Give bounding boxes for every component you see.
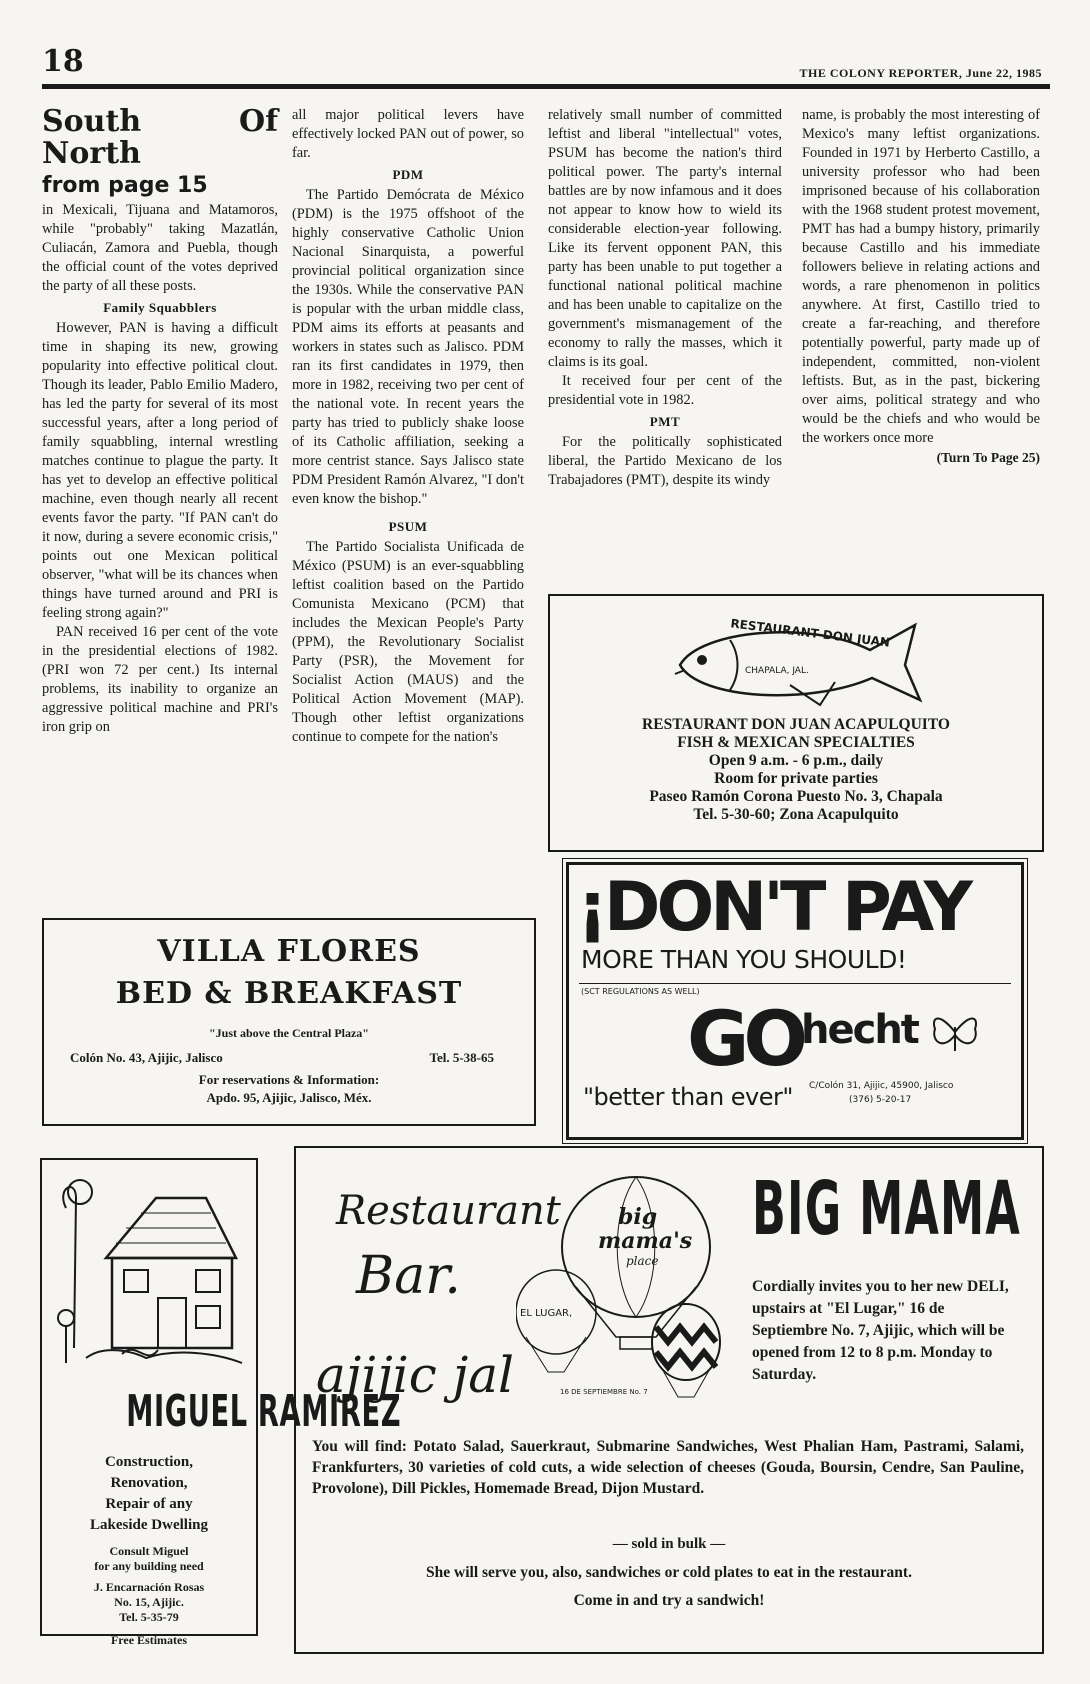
miguel-l4: Lakeside Dwelling <box>90 1517 208 1533</box>
villa-tel: Tel. 5-38-65 <box>429 1050 494 1065</box>
ad-villa-flores <box>42 918 536 1126</box>
hecht-slogan: "better than ever" <box>583 1083 793 1111</box>
headline: South Of North <box>42 104 278 171</box>
script-bar: Bar. <box>356 1246 461 1306</box>
miguel-l6: for any building need <box>94 1559 204 1573</box>
villa-title2: BED & BREAKFAST <box>115 976 463 1011</box>
continued-from: from page 15 <box>42 173 208 198</box>
article-column-2 <box>292 106 524 747</box>
butterfly-icon <box>929 1007 981 1057</box>
fish-logo-sub: CHAPALA, JAL. <box>745 666 809 676</box>
don-juan-line3: Open 9 a.m. - 6 p.m., daily <box>708 752 884 769</box>
villa-info1: For reservations & Information: <box>198 1072 380 1087</box>
script-ajijic: ajijic jal <box>316 1346 514 1404</box>
subhead-pdm: PDM <box>392 167 424 182</box>
don-juan-line4: Room for private parties <box>714 770 878 787</box>
miguel-l5: Consult Miguel <box>109 1544 189 1558</box>
script-restaurant: Restaurant <box>336 1188 561 1234</box>
fish-logo-text: RESTAURANT DON JUAN <box>729 616 891 650</box>
balloon-place: place <box>626 1254 659 1268</box>
big-mama-serve: She will serve you, also, sandwiches or cold plates to eat in the restaurant. <box>426 1564 912 1581</box>
article-column-3 <box>548 106 782 490</box>
subhead-family: Family Squabblers <box>103 300 217 315</box>
big-mama-come: Come in and try a sandwich! <box>573 1592 765 1609</box>
hecht-addr1: C/Colón 31, Ajijic, 45900, Jalisco <box>809 1081 954 1091</box>
turn-to-page: (Turn To Page 25) <box>936 450 1040 465</box>
paragraph: PAN received 16 per cent of the vote in the presidential elections of 1982. (PRI won 72 per cent.) Its internal problems, its inability to organize an aggressive political machine and PRI's iron grip on <box>42 624 278 735</box>
ad-hecht <box>566 862 1024 1140</box>
don-juan-line5: Paseo Ramón Corona Puesto No. 3, Chapala <box>649 788 943 805</box>
miguel-l7: J. Encarnación Rosas <box>93 1580 205 1594</box>
big-mama-title: BIG MAMA <box>752 1166 1021 1252</box>
paper-masthead: THE COLONY REPORTER, June 22, 1985 <box>799 66 1042 80</box>
page-number: 18 <box>42 44 84 79</box>
miguel-name: MIGUEL RAMIREZ <box>126 1386 402 1437</box>
paragraph: name, is probably the most interesting of Mexico's many leftist organizations. Founded in 1971 by Herberto Castillo, a university professor who had been imprisoned because of his collaboration with the 1968 student protest movement, PMT has had a bumpy history, primarily because Castillo and his immediate followers believe in relating actions and words, a rare phenomenon in politics anywhere. At first, Castillo tried to create a far-reaching, and therefore potentially powerful, party made up of independent, committed, non-violent leftists. But, as in the past, bickering over aims, political strategy and who would be the chiefs and who would be the workers once more <box>802 107 1040 446</box>
big-mama-title-wrap <box>752 1166 1022 1252</box>
subhead-psum: PSUM <box>388 519 428 534</box>
ad-restaurant-don-juan <box>548 594 1044 852</box>
paragraph: The Partido Demócrata de México (PDM) is the 1975 offshoot of the highly conservative Catholic Union Nacional Sinarquista, a powerful provincial political organization since the 1930s. While the conservative PAN is popular with the urban middle class, PDM aims its efforts at peasants and workers in states such as Jalisco. PDM ran its first candidates in 1979, then more in 1982, receiving two per cent of the national vote. In recent years the party has tried to publicly shake loose of its Catholic affiliation, seeking a more centrist stance. Says Jalisco state PDM President Ramón Alvarez, "I don't even know the bishop." <box>292 187 524 507</box>
hecht-divider <box>579 983 1011 984</box>
paragraph: However, PAN is having a difficult time in shaping its new, growing popularity into effective political clout. Though its leader, Pablo Emilio Madero, has led the party for several of its most successful years, after a long period of family squabbling, internal wrestling matches continue to plague the party. It has yet to develop an effective political machine, even though nearly all recent events favor the party. "If PAN can't do it now, during a severe economic crisis," points out one Mexican political observer, "what will be its chances when things have turned around and PRI is feeling strong again?" <box>42 320 278 621</box>
article-column-4 <box>802 106 1040 467</box>
paragraph: The Partido Socialista Unificada de México (PSUM) is an ever-squabbling leftist coalition based on the Partido Comunista Mexicano (PCM) that includes the Mexican People's Party (PPM), the Revolutionary Socialist Party (PSR), the Movement for Socialist Action (MAUS) and the Political Action Movement (MAP). Though other leftist organizations continue to compete for the nation's <box>292 539 524 745</box>
villa-tagline: "Just above the Central Plaza" <box>209 1026 369 1040</box>
don-juan-line6: Tel. 5-30-60; Zona Acapulquito <box>693 806 899 823</box>
balloon-el-lugar: EL LUGAR, <box>520 1308 573 1319</box>
article-column-1 <box>42 106 278 737</box>
balloon-mamas: mama's <box>598 1228 693 1254</box>
house-illustration-icon <box>46 1168 252 1388</box>
miguel-l10: Free Estimates <box>110 1633 188 1647</box>
big-mama-invite: Cordially invites you to her new DELI, upstairs at "El Lugar," 16 de Septiembre No. 7, Ajijic, which will be opened from 12 to 8 p.m. Monday to Saturday. <box>752 1278 1009 1383</box>
paragraph: It received four per cent of the presidential vote in 1982. <box>548 373 782 408</box>
hecht-sub: MORE THAN YOU SHOULD! <box>581 945 907 974</box>
villa-address: Colón No. 43, Ajijic, Jalisco <box>70 1050 223 1065</box>
hecht-small: (SCT REGULATIONS AS WELL) <box>581 987 700 996</box>
hecht-headline: ¡DON'T PAY <box>577 868 970 947</box>
don-juan-line1: RESTAURANT DON JUAN ACAPULQUITO <box>642 716 950 733</box>
miguel-l8: No. 15, Ajijic. <box>114 1595 184 1609</box>
paragraph: all major political levers have effectively locked PAN out of power, so far. <box>292 107 524 161</box>
hecht-addr2: (376) 5-20-17 <box>849 1095 912 1105</box>
big-mama-bulk: — sold in bulk — <box>612 1536 726 1552</box>
villa-title1: VILLA FLORES <box>157 934 421 969</box>
miguel-l2: Renovation, <box>110 1475 188 1491</box>
miguel-contact <box>42 1544 256 1648</box>
miguel-name-wrap <box>42 1386 402 1437</box>
masthead-rule <box>42 84 1050 89</box>
balloon-big: big <box>618 1204 658 1230</box>
miguel-l3: Repair of any <box>105 1496 193 1512</box>
don-juan-line2: FISH & MEXICAN SPECIALTIES <box>677 734 915 751</box>
miguel-services <box>42 1452 256 1536</box>
don-juan-text <box>550 716 1042 824</box>
ad-miguel-ramirez <box>40 1158 402 1647</box>
paragraph: in Mexicali, Tijuana and Matamoros, while "probably" taking Mazatlán, Culiacán, Zamora and Puebla, though the official count of the votes deprived the party of all these posts. <box>42 202 278 294</box>
big-mama-menu: You will find: Potato Salad, Sauerkraut, Submarine Sandwiches, West Phalian Ham, Pastrami, Salami, Frankfurters, 30 varieties of cold cuts, a wide selection of cheeses (Gouda, Boursin, Cendre, San Pauline, Provolone), Dill Pickles, Homemade Bread, Dijon Mustard. <box>312 1438 1024 1497</box>
miguel-l9: Tel. 5-35-79 <box>119 1610 179 1624</box>
balloon-address: 16 DE SEPTIEMBRE No. 7 <box>560 1388 648 1396</box>
villa-info2: Apdo. 95, Ajijic, Jalisco, Méx. <box>206 1090 372 1105</box>
hecht-brand: hecht <box>801 1007 918 1053</box>
miguel-l1: Construction, <box>105 1454 193 1470</box>
subhead-pmt: PMT <box>649 414 681 429</box>
ad-big-mama <box>294 1146 1044 1654</box>
paragraph: relatively small number of committed leftist and liberal "intellectual" votes, PSUM has become the nation's third political power. The party's internal battles are by now infamous and it does not appear to know how to wield its considerable election-year following. Like its fervent opponent PAN, this party has been unable to put together a functional national political machine and has been unable to capitalize on the government's mismanagement of the economy to rally the masses, which it claims is its goal. <box>548 107 782 370</box>
hecht-go: GO <box>687 994 802 1083</box>
paragraph: For the politically sophisticated liberal, the Partido Mexicano de los Trabajadores (PMT), despite its windy <box>548 434 782 488</box>
